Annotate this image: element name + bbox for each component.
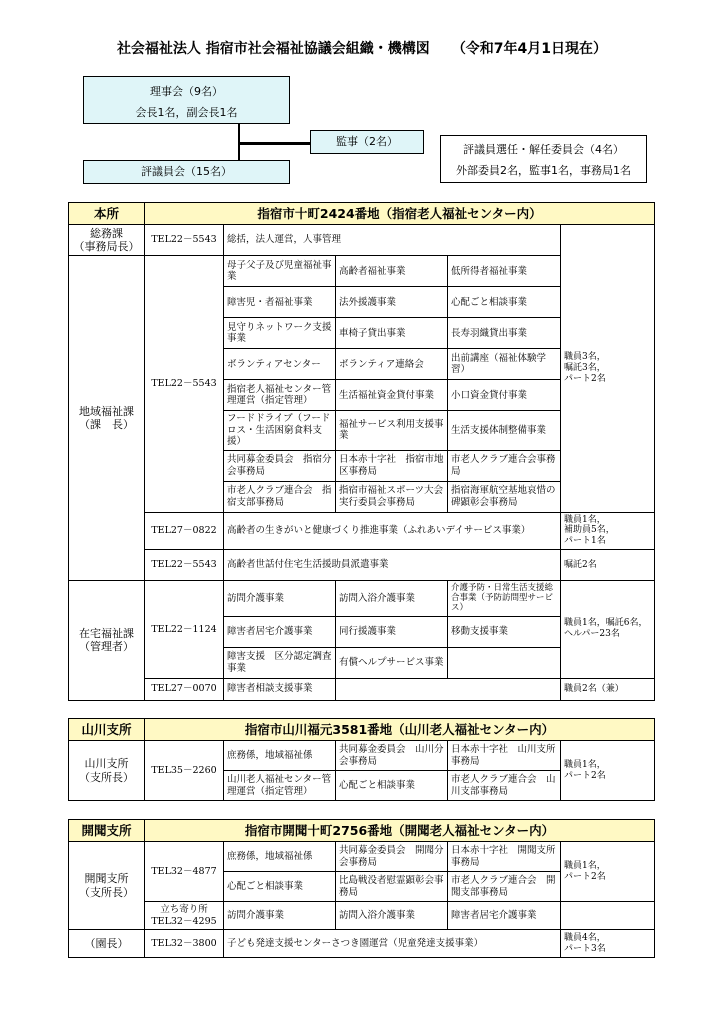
chiiki-duty: 低所得者福祉事業 [448, 256, 561, 287]
table-row [69, 902, 655, 930]
chiiki-duty: 小口資金貸付事業 [448, 380, 561, 411]
yamakawa-duty: 市老人クラブ連合会 山川支部事務局 [448, 771, 561, 801]
kaimon-duty: 日本赤十字社 開聞支所事務局 [448, 842, 561, 872]
kaimon-table [68, 819, 655, 958]
zaitaku-duty: 訪問介護事業 [224, 580, 336, 616]
yamakawa-duty: 山川老人福祉センター管理運営（指定管理） [224, 771, 336, 801]
tachiyori-blank [561, 902, 655, 930]
table-row [69, 512, 655, 549]
chiiki-duty: 日本赤十字社 指宿市地区事務局 [336, 450, 448, 481]
soudan-staff: 職員2名（兼） [561, 678, 655, 700]
kaimon-duty: 比島戦没者慰霊顕彰会事務局 [336, 872, 448, 902]
yamakawa-dept: 山川支所 （支所長） [69, 741, 145, 801]
kaimon-duty: 庶務係，地域福祉係 [224, 842, 336, 872]
honsho-address: 指宿市十町2424番地（指宿老人福祉センター内） [145, 203, 655, 225]
tachiyori-duty: 訪問介護事業 [224, 902, 336, 930]
yamakawa-staff: 職員1名， パート2名 [561, 741, 655, 801]
chiiki-duty: フードドライブ（フードロス・生活困窮食料支援） [224, 411, 336, 450]
zaitaku-tel: TEL22－1124 [145, 580, 224, 678]
riji-line2: 会長1名，副会長1名 [135, 106, 238, 119]
chiiki-duty: 生活支援体制整備事業 [448, 411, 561, 450]
chiiki-duty: 出前講座（福祉体験学習） [448, 349, 561, 380]
honsho-label: 本所 [69, 203, 145, 225]
chiiki-dept: 地域福祉課 （課 長） [69, 256, 145, 581]
connector-horizontal [238, 142, 311, 145]
chiiki-duty: 市老人クラブ連合会事務局 [448, 450, 561, 481]
table-row [69, 678, 655, 700]
yamakawa-table [68, 718, 655, 801]
chiiki-duty: 障害児・者福祉事業 [224, 287, 336, 318]
chiiki-duty: 高齢者福祉事業 [336, 256, 448, 287]
title-date: （令和7年4月1日現在） [451, 41, 608, 57]
chiiki-duty: ボランティア連絡会 [336, 349, 448, 380]
tachiyori-tel: 立ち寄り所 TEL32－4295 [145, 902, 224, 930]
chiiki-duty: 長寿羽織貸出事業 [448, 318, 561, 349]
zaitaku-duty [448, 647, 561, 678]
soudan-tel: TEL27－0070 [145, 678, 224, 700]
kaimon-header [69, 820, 655, 842]
en-duty: 子ども発達支援センターさつき園運営（児童発達支援事業） [224, 930, 561, 958]
honsho-header [69, 203, 655, 225]
chiiki-duty: 市老人クラブ連合会 指宿支部事務局 [224, 481, 336, 512]
yamakawa-duty: 日本赤十字社 山川支所事務局 [448, 741, 561, 771]
soudan-duty: 障害者相談支援事業 [224, 678, 336, 700]
chiiki-duty: 車椅子貸出事業 [336, 318, 448, 349]
yamakawa-label: 山川支所 [69, 719, 145, 741]
ikigai-staff: 職員1名， 補助員5名， パート1名 [561, 512, 655, 549]
somu-duties: 総括，法人運営，人事管理 [224, 225, 561, 256]
kanji-box: 監事（2名） [310, 130, 424, 154]
honsho-table [68, 202, 655, 701]
kaimon-label: 開聞支所 [69, 820, 145, 842]
yamakawa-duty: 庶務係，地域福祉係 [224, 741, 336, 771]
table-row [69, 930, 655, 958]
tachiyori-duty: 訪問入浴介護事業 [336, 902, 448, 930]
haken-duty: 高齢者世話付住宅生活援助員派遣事業 [224, 549, 561, 580]
yamakawa-duty: 心配ごと相談事業 [336, 771, 448, 801]
tachiyori-duty: 障害者居宅介護事業 [448, 902, 561, 930]
kaimon-tel: TEL32－4877 [145, 842, 224, 902]
zaitaku-duty: 同行援護事業 [336, 616, 448, 647]
haken-staff: 嘱託2名 [561, 549, 655, 580]
zaitaku-dept: 在宅福祉課 （管理者） [69, 580, 145, 700]
table-row [69, 741, 655, 771]
en-staff: 職員4名， パート3名 [561, 930, 655, 958]
en-tel: TEL32－3800 [145, 930, 224, 958]
chiiki-duty: 共同募金委員会 指宿分会事務局 [224, 450, 336, 481]
kaimon-address: 指宿市開聞十町2756番地（開聞老人福祉センター内） [145, 820, 655, 842]
kaimon-duty: 市老人クラブ連合会 開聞支部事務局 [448, 872, 561, 902]
chiiki-duty: 母子父子及び児童福祉事業 [224, 256, 336, 287]
riji-line1: 理事会（9名） [150, 85, 223, 98]
riji-box [83, 76, 290, 124]
chiiki-duty: 見守りネットワーク支援事業 [224, 318, 336, 349]
chiiki-tel: TEL22－5543 [145, 256, 224, 512]
senin-box [440, 135, 647, 183]
yamakawa-header [69, 719, 655, 741]
table-row [69, 225, 655, 256]
chiiki-duty: 指宿市福祉スポーツ大会実行委員会事務局 [336, 481, 448, 512]
zaitaku-duty: 介護予防・日常生活支援総合事業（予防訪問型サービス） [448, 580, 561, 616]
haken-tel: TEL22－5543 [145, 549, 224, 580]
en-label: （園長） [69, 930, 145, 958]
zaitaku-duty: 障害者居宅介護事業 [224, 616, 336, 647]
chiiki-duty: 法外援護事業 [336, 287, 448, 318]
yamakawa-duty: 共同募金委員会 山川分会事務局 [336, 741, 448, 771]
chiiki-duty: 指宿海軍航空基地哀惜の碑顕彰会事務局 [448, 481, 561, 512]
soudan-blank [336, 678, 561, 700]
yamakawa-tel: TEL35－2260 [145, 741, 224, 801]
yamakawa-address: 指宿市山川福元3581番地（山川老人福祉センター内） [145, 719, 655, 741]
zaitaku-duty: 障害支援 区分認定調査事業 [224, 647, 336, 678]
chiiki-duty: ボランティアセンター [224, 349, 336, 380]
kaimon-staff: 職員1名， パート2名 [561, 842, 655, 902]
table-row [69, 842, 655, 872]
kaimon-duty: 共同募金委員会 開聞分会事務局 [336, 842, 448, 872]
zaitaku-duty: 移動支援事業 [448, 616, 561, 647]
kaimon-dept: 開聞支所 （支所長） [69, 842, 145, 930]
ikigai-duty: 高齢者の生きがいと健康づくり推進事業（ふれあいデイサービス事業） [224, 512, 561, 549]
chiiki-staff: 職員3名， 嘱託3名， パート2名 [561, 225, 655, 513]
table-row [69, 580, 655, 616]
chiiki-duty: 福祉サービス利用支援事業 [336, 411, 448, 450]
table-row [69, 549, 655, 580]
hyogiin-box: 評議員会（15名） [83, 160, 290, 184]
chiiki-duty: 指宿老人福祉センター管理運営（指定管理） [224, 380, 336, 411]
chiiki-duty: 心配ごと相談事業 [448, 287, 561, 318]
zaitaku-duty: 訪問入浴介護事業 [336, 580, 448, 616]
ikigai-tel: TEL27－0822 [145, 512, 224, 549]
title-main: 社会福祉法人 指宿市社会福祉協議会組織・機構図 [116, 41, 430, 57]
chiiki-duty: 生活福祉資金貸付事業 [336, 380, 448, 411]
kaimon-duty: 心配ごと相談事業 [224, 872, 336, 902]
zaitaku-duty: 有償ヘルプサービス事業 [336, 647, 448, 678]
senin-line2: 外部委員2名，監事1名，事務局1名 [456, 164, 631, 177]
somu-tel: TEL22－5543 [145, 225, 224, 256]
zaitaku-staff: 職員1名，嘱託6名， ヘルパー23名 [561, 580, 655, 678]
senin-line1: 評議員選任・解任委員会（4名） [463, 143, 624, 156]
somu-dept: 総務課 （事務局長） [69, 225, 145, 256]
page-title [0, 38, 724, 58]
